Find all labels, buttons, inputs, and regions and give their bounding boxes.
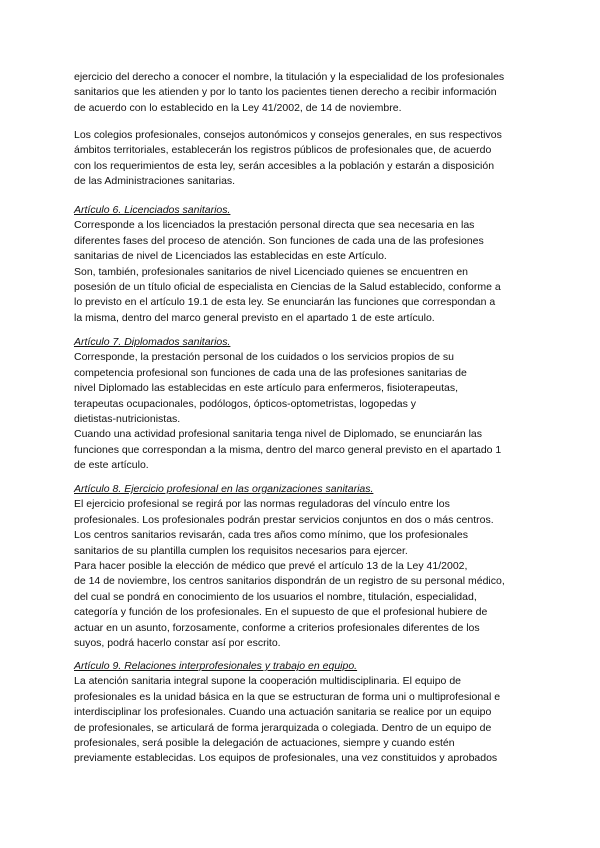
text-line: Los centros sanitarios revisarán, cada tres años como mínimo, que los profesionales [74,529,468,542]
article-9 [74,659,544,767]
text-line: de 14 de noviembre, los centros sanitarios dispondrán de un registro de su personal médico, [74,575,505,588]
text-line: con los requerimientos de esta ley, serán accesibles a la población y estarán a disposición [74,159,495,172]
article-heading: Artículo 7. Diplomados sanitarios. [74,336,231,348]
text-line: sanitarias de nivel de Licenciados las establecidas en este Artículo. [74,250,387,263]
text-line: lo previsto en el artículo 19.1 de esta ley. Se enunciarán las funciones que correspondan a [74,296,496,309]
text-line: la misma, dentro del marco general previsto en el apartado 1 de este artículo. [74,311,435,324]
intro-paragraph-2 [74,128,544,190]
text-line: El ejercicio profesional se regirá por las normas reguladoras del vínculo entre los [74,498,450,511]
text-line: categoría y función de los profesionales. En el supuesto de que el profesional hubiere de [74,606,488,619]
text-line: profesionales. Los profesionales podrán prestar servicios conjuntos en dos o más centros. [74,513,494,526]
article-heading: Artículo 6. Licenciados sanitarios. [74,204,231,216]
article-7 [74,335,544,474]
text-line: actuar en un asunto, forzosamente, conforme a criterios profesionales diferentes de los [74,621,480,634]
text-line: Para hacer posible la elección de médico que prevé el artículo 13 de la Ley 41/2002, [74,559,468,572]
text-line: competencia profesional son funciones de cada una de las profesiones sanitarias de [74,366,467,379]
article-6 [74,203,544,326]
text-line: Los colegios profesionales, consejos autonómicos y consejos generales, en sus respectivos [74,129,502,141]
text-line: previamente establecidas. Los equipos de profesionales, una vez constituidos y aprobados [74,752,498,765]
text-line: Corresponde a los licenciados la prestación personal directa que sea necesaria en las [74,219,475,232]
text-line: de las Administraciones sanitarias. [74,175,236,188]
text-line: Son, también, profesionales sanitarios de nivel Licenciado quienes se encuentren en [74,265,469,278]
text-line: del cual se pondrá en conocimiento de los usuarios el nombre, titulación, especialidad, [74,590,477,603]
text-line: nivel Diplomado las establecidas en este artículo para enfermeros, fisioterapeutas, [74,382,459,395]
intro-paragraph-1 [74,70,544,116]
text-line: sanitarios de su plantilla cumplen los requisitos necesarios para ejercer. [74,544,408,557]
text-line: ámbitos territoriales, establecerán los registros públicos de profesionales que, de acuerdo [74,144,492,157]
article-heading: Artículo 8. Ejercicio profesional en las organizaciones sanitarias. [74,483,374,495]
text-line: de este artículo. [74,459,149,472]
article-heading: Artículo 9. Relaciones interprofesionales y trabajo en equipo. [74,660,358,672]
text-line: profesionales es la unidad básica en la que se estructuran de forma uni o multiprofesional e [74,690,501,703]
article-8 [74,482,544,651]
text-line: interdisciplinar los profesionales. Cuando una actuación sanitaria se realice por un equipo [74,706,492,719]
text-line: posesión de un título oficial de especialista en Ciencias de la Salud establecido, conforme a [74,280,501,293]
text-line: profesionales, será posible la delegación de actuaciones, siempre y cuando estén [74,736,455,749]
text-line: Cuando una actividad profesional sanitaria tenga nivel de Diplomado, se enunciarán las [74,428,483,441]
text-line: de acuerdo con lo establecido en la Ley 41/2002, de 14 de noviembre. [74,101,402,114]
text-line: ejercicio del derecho a conocer el nombre, la titulación y la especialidad de los profesionales [74,71,505,83]
text-line: diferentes fases del proceso de atención. Son funciones de cada una de las profesiones [74,234,484,247]
text-line: de profesionales, se articulará de forma jerarquizada o colegiada. Dentro de un equipo de [74,721,492,734]
text-line: terapeutas ocupacionales, podólogos, ópticos-optometristas, logopedas y [74,397,417,410]
text-line: La atención sanitaria integral supone la cooperación multidisciplinaria. El equipo de [74,675,461,688]
text-line: suyos, podrá hacerlo constar así por escrito. [74,636,281,649]
text-line: sanitarios que les atienden y por lo tanto los pacientes tienen derecho a recibir información [74,86,497,99]
text-line: funciones que correspondan a la misma, dentro del marco general previsto en el apartado 1 [74,443,502,456]
text-line: Corresponde, la prestación personal de los cuidados o los servicios propios de su [74,351,454,364]
text-line: dietistas-nutricionistas. [74,412,181,425]
